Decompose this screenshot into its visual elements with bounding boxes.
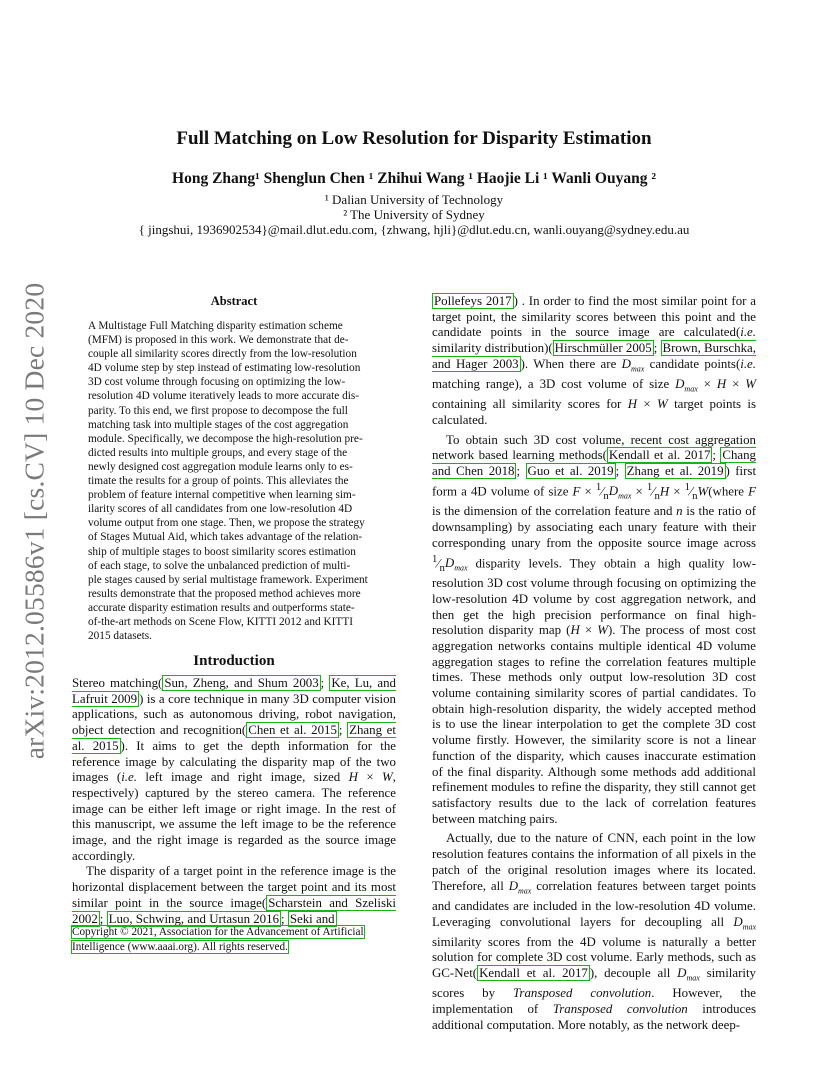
intro-paragraph-2: The disparity of a target point in the reference image is the horizontal displacement between the target point and its most similar point in the source image( Scharstein and Szeliski 2002 ; Luo, Schwing, and Urtasun 2016 ; Seki and bbox=[72, 864, 397, 926]
intro-left-column bbox=[72, 676, 396, 927]
abstract-line: timate the results for a group of points. This alleviates the bbox=[88, 475, 349, 488]
affiliation-1: ¹ Dalian University of Technology bbox=[324, 192, 504, 207]
abstract-line: ship of multiple stages to boost similarity scores estimation bbox=[88, 545, 356, 558]
copyright-line-2[interactable]: Intelligence (www.aaai.org). All rights reserved. bbox=[72, 940, 288, 953]
abstract-body bbox=[88, 319, 381, 643]
paper-title: Full Matching on Low Resolution for Disparity Estimation bbox=[176, 128, 652, 149]
abstract-line: 4D volume step by step instead of estimating low-resolution bbox=[88, 362, 361, 375]
abstract-line: newly designed cost aggregation module learns only to es- bbox=[88, 460, 353, 473]
abstract-line: ilarity scores of all candidates from one low-resolution 4D bbox=[88, 503, 353, 516]
abstract-line: volume output from one stage. Then, we propose the strategy bbox=[88, 517, 365, 530]
abstract-line: matching task into multiple stages of the cost aggregation bbox=[88, 418, 349, 431]
copyright-line-1[interactable]: Copyright © 2021, Association for the Advancement of Artificial bbox=[72, 926, 364, 938]
abstract-heading: Abstract bbox=[210, 294, 258, 308]
abstract-line: parity. To this end, we first propose to decompose the full bbox=[88, 404, 348, 417]
abstract-line: couple all similarity scores directly from the low-resolution bbox=[88, 348, 357, 361]
abstract-line: module. Specifically, we decompose the high-resolution pre- bbox=[88, 432, 363, 445]
right-paragraph-1: Pollefeys 2017 ) . In order to find the most similar point for a target point, the similarity scores between this point and the candidate points in the source image are calculated(i.e. similarity distribution)( Hirschmüller 2005 ; Brown, Burschka, and Hager 2003 ). When there are $D_{max}$ candidate points(i.e. matching range), a 3D cost volume of size $D_{max} \times H \times W$ containing all similarity scores for H × W target points is calculated. bbox=[432, 294, 757, 428]
abstract-line: (MFM) is proposed in this work. We demonstrate that de- bbox=[88, 334, 349, 347]
abstract-line: results demonstrate that the proposed method achieves more bbox=[88, 587, 361, 600]
intro-paragraph-1: Stereo matching( Sun, Zheng, and Shum 2003 ; Ke, Lu, and Lafruit 2009 ) is a core technique in many 3D computer vision applications, such as autonomous driving, robot navigation, object detection and recognition( Chen et al. 2015 ; Zhang et al. 2015 ). It aims to get the depth information for the reference image by calculating the disparity map of the two images (i.e. left image and right image, sized H × W, respectively) captured by the stereo camera. The reference image can be either left image or right image. In the rest of this manuscript, we assume the left image to be the reference image, and the right image is regarded as the source image accordingly. bbox=[72, 676, 397, 863]
affiliation-2: ² The University of Sydney bbox=[343, 207, 485, 222]
author-emails: { jingshui, 1936902534}@mail.dlut.edu.com, {zhwang, hjli}@dlut.edu.cn, wanli.ouyang@sydney.edu.au bbox=[138, 222, 690, 237]
arxiv-id: arXiv:2012.05586v1 [cs.CV] 10 Dec 2020 bbox=[18, 282, 49, 759]
abstract-line: of each stage, to solve the unbalanced prediction of multi- bbox=[88, 559, 351, 572]
abstract-line: 3D cost volume through focusing on optimizing the low- bbox=[88, 376, 346, 389]
abstract-line: ple stages caused by serial multistage framework. Experiment bbox=[88, 573, 368, 586]
abstract-line: of Stages Mutual Aid, which takes advantage of the relation- bbox=[88, 531, 363, 544]
right-paragraph-2: To obtain such 3D cost volume, recent cost aggregation network based learning methods( Kendall et al. 2017 ; Chang and Chen 2018 ; Guo et al. 2019 ; Zhang et al. 2019 ) first form a 4D volume of size $F \times ^1⁄_nD_{max}$ × $^1⁄_nH$ × $^1⁄_nW(where$ F is the dimension of the correlation feature and n is the ratio of downsampling) by associating each unary feature with their corresponding unary from the opposite source image across $^1⁄_nD_{max}$ disparity levels. They obtain a high quality low-resolution 3D cost volume through focusing on optimizing the low-resolution 4D volume by cost aggregation network, and then get the high precision performance on final high-resolution disparity map (H × W). The process of most cost aggregation networks contains multiple identical 4D volume aggregation stages to refine the correlation features multiple times. These methods only output low-resolution 3D cost volume containing similarity scores of partial candidates. To obtain high-resolution disparity, the widely accepted method is to use the linear interpolation to get the complete 3D cost volume firstly. However, the similarity score is not a linear function of the disparity, which causes inaccurate estimation of the final disparity. Although some methods add additional refinement modules to refine the disparity, they still cannot get satisfactory results due to the lack of correlation features between matching pairs. bbox=[432, 432, 757, 826]
abstract-line: 2015 datasets. bbox=[88, 630, 153, 643]
author-list: Hong Zhang¹ Shenglun Chen ¹ Zhihui Wang ¹ Haojie Li ¹ Wanli Ouyang ² bbox=[172, 170, 656, 187]
right-column bbox=[432, 294, 756, 1034]
abstract-line: of-the-art methods on Scene Flow, KITTI 2012 and KITTI bbox=[88, 615, 353, 628]
right-paragraph-3: Actually, due to the nature of CNN, each point in the low resolution features contains the information of all pixels in the patch of the original resolution images where its located. Therefore, all $D_{max}$ correlation features between target points and candidates are included in the low-resolution 4D volume. Leveraging convolutional layers for decoupling all $D_{max}$ similarity scores from the 4D volume is naturally a better solution for complete 3D cost volume. Early methods, such as GC-Net( Kendall et al. 2017 ), decouple all $D_{max}$ similarity scores by Transposed convolution. However, the implementation of Transposed convolution introduces additional computation. More notably, as the network deep- bbox=[432, 831, 756, 1032]
arxiv-stamp bbox=[13, 283, 55, 758]
abstract-line: resolution 4D volume iteratively leads to more accurate dis- bbox=[88, 390, 360, 403]
abstract-line: accurate disparity estimation results and outperforms state- bbox=[88, 601, 355, 614]
abstract-line: problem of feature internal competitive when learning sim- bbox=[88, 489, 356, 502]
introduction-heading: Introduction bbox=[193, 653, 275, 669]
copyright-notice bbox=[71, 925, 396, 954]
abstract-line: dicted results into multiple groups, and every stage of the bbox=[88, 446, 348, 459]
abstract-line: A Multistage Full Matching disparity estimation scheme bbox=[88, 320, 343, 332]
